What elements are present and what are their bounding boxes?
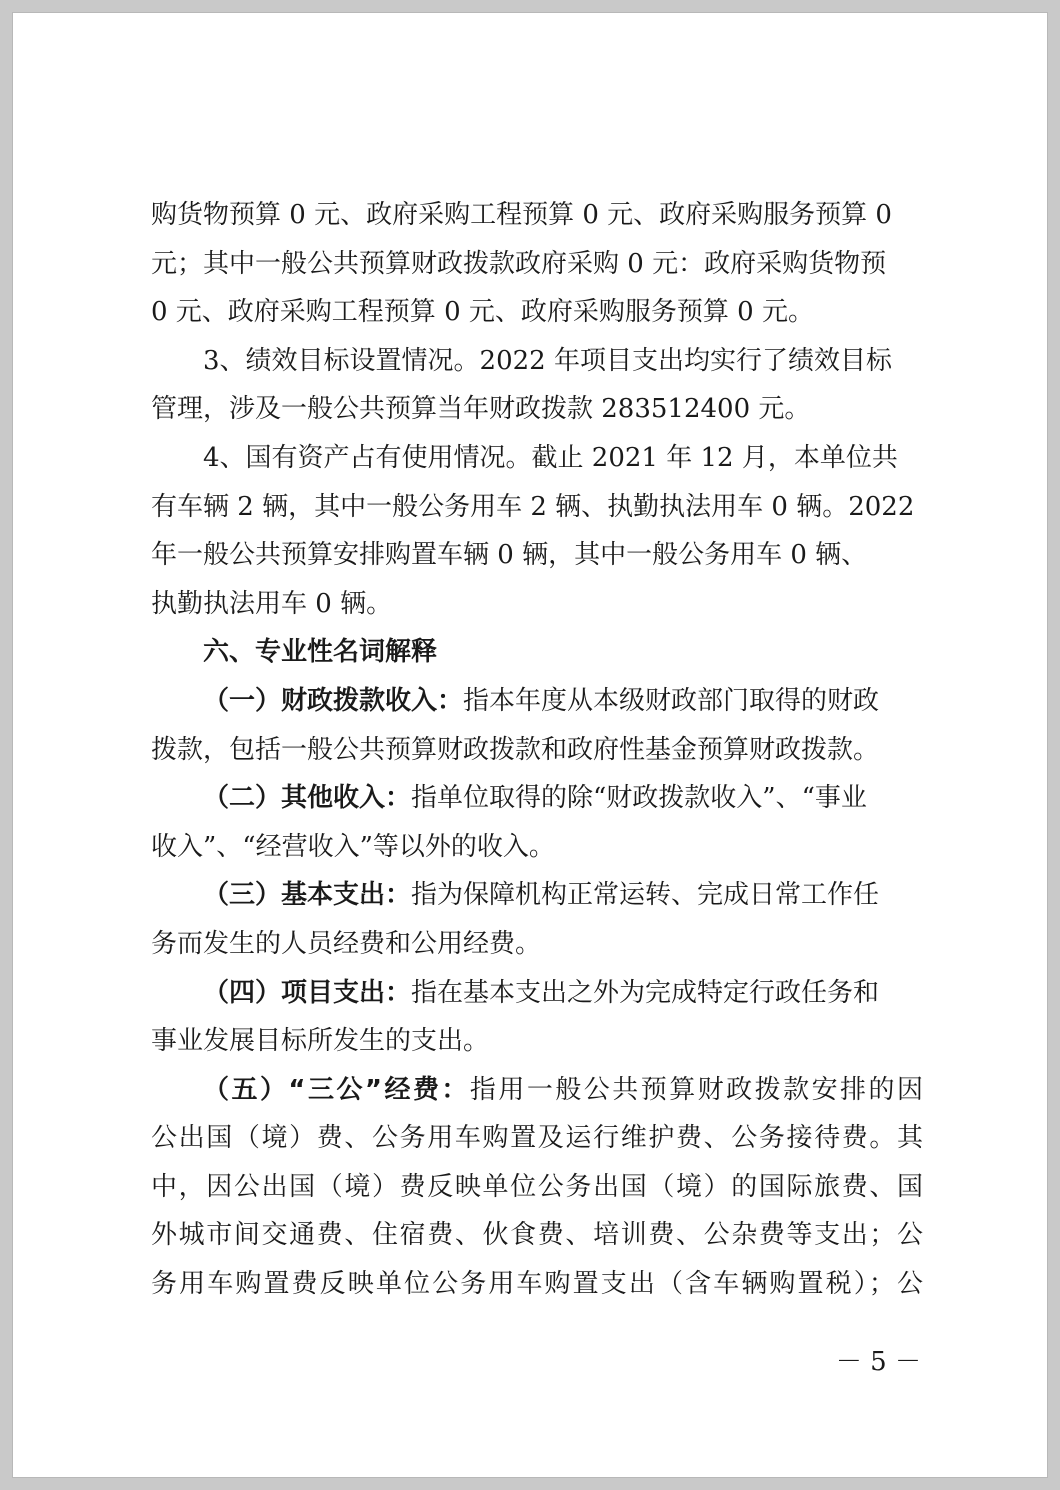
- line: 指用一般公共预算财政拨款安排的因: [469, 1074, 923, 1105]
- section-heading: 六、专业性名词解释: [203, 637, 438, 668]
- definition-basic-expenditure: [151, 871, 923, 968]
- line: 事业发展目标所发生的支出。: [151, 1026, 490, 1057]
- definition-other-income: [151, 774, 923, 871]
- definition-three-public-expenses: [151, 1066, 923, 1309]
- definition-term: （四）项目支出：: [203, 977, 412, 1008]
- line: 管理，涉及一般公共预算当年财政拨款 283512400 元。: [151, 394, 811, 425]
- line: 有车辆 2 辆，其中一般公务用车 2 辆、执勤执法用车 0 辆。2022: [151, 491, 915, 522]
- line: 中，因公出国（境）费反映单位公务出国（境）的国际旅费、国: [151, 1171, 923, 1202]
- definition-term: （二）其他收入：: [203, 783, 412, 814]
- line: 执勤执法用车 0 辆。: [151, 588, 393, 619]
- definition-term: （一）财政拨款收入：: [203, 685, 464, 716]
- line: 务而发生的人员经费和公用经费。: [151, 928, 542, 959]
- line: 购货物预算 0 元、政府采购工程预算 0 元、政府采购服务预算 0: [151, 200, 892, 230]
- line: 指本年度从本级财政部门取得的财政: [463, 685, 880, 716]
- line: 0 元、政府采购工程预算 0 元、政府采购服务预算 0 元。: [151, 297, 814, 328]
- definition-project-expenditure: [151, 969, 923, 1066]
- line: 3、绩效目标设置情况。2022 年项目支出均实行了绩效目标: [203, 345, 892, 376]
- paragraph-procurement: [151, 191, 923, 337]
- paragraph-state-assets: [151, 434, 923, 628]
- paragraph-performance-targets: [151, 337, 923, 434]
- line: 元；其中一般公共预算财政拨款政府采购 0 元：政府采购货物预: [151, 248, 887, 279]
- definition-term: （五）“三公”经费：: [203, 1074, 470, 1105]
- body-text: [151, 191, 923, 1309]
- line: 拨款，包括一般公共预算财政拨款和政府性基金预算财政拨款。: [151, 734, 880, 765]
- line: 指单位取得的除“财政拨款收入”、“事业: [411, 783, 867, 814]
- line: 外城市间交通费、住宿费、伙食费、培训费、公杂费等支出；公: [151, 1220, 923, 1251]
- line: 收入”、“经营收入”等以外的收入。: [151, 831, 555, 862]
- line: 务用车购置费反映单位公务用车购置支出（含车辆购置税）；公: [151, 1269, 923, 1300]
- line: 年一般公共预算安排购置车辆 0 辆，其中一般公务用车 0 辆、: [151, 540, 868, 571]
- line: 4、国有资产占有使用情况。截止 2021 年 12 月，本单位共: [203, 442, 898, 473]
- document-page: [12, 12, 1048, 1478]
- line: 指在基本支出之外为完成特定行政任务和: [411, 977, 880, 1008]
- line: 公出国（境）费、公务用车购置及运行维护费、公务接待费。其: [151, 1123, 923, 1154]
- line: 指为保障机构正常运转、完成日常工作任: [411, 880, 880, 911]
- page-number: － 5 －: [835, 1347, 921, 1377]
- definition-fiscal-appropriation-income: [151, 677, 923, 774]
- definition-term: （三）基本支出：: [203, 880, 412, 911]
